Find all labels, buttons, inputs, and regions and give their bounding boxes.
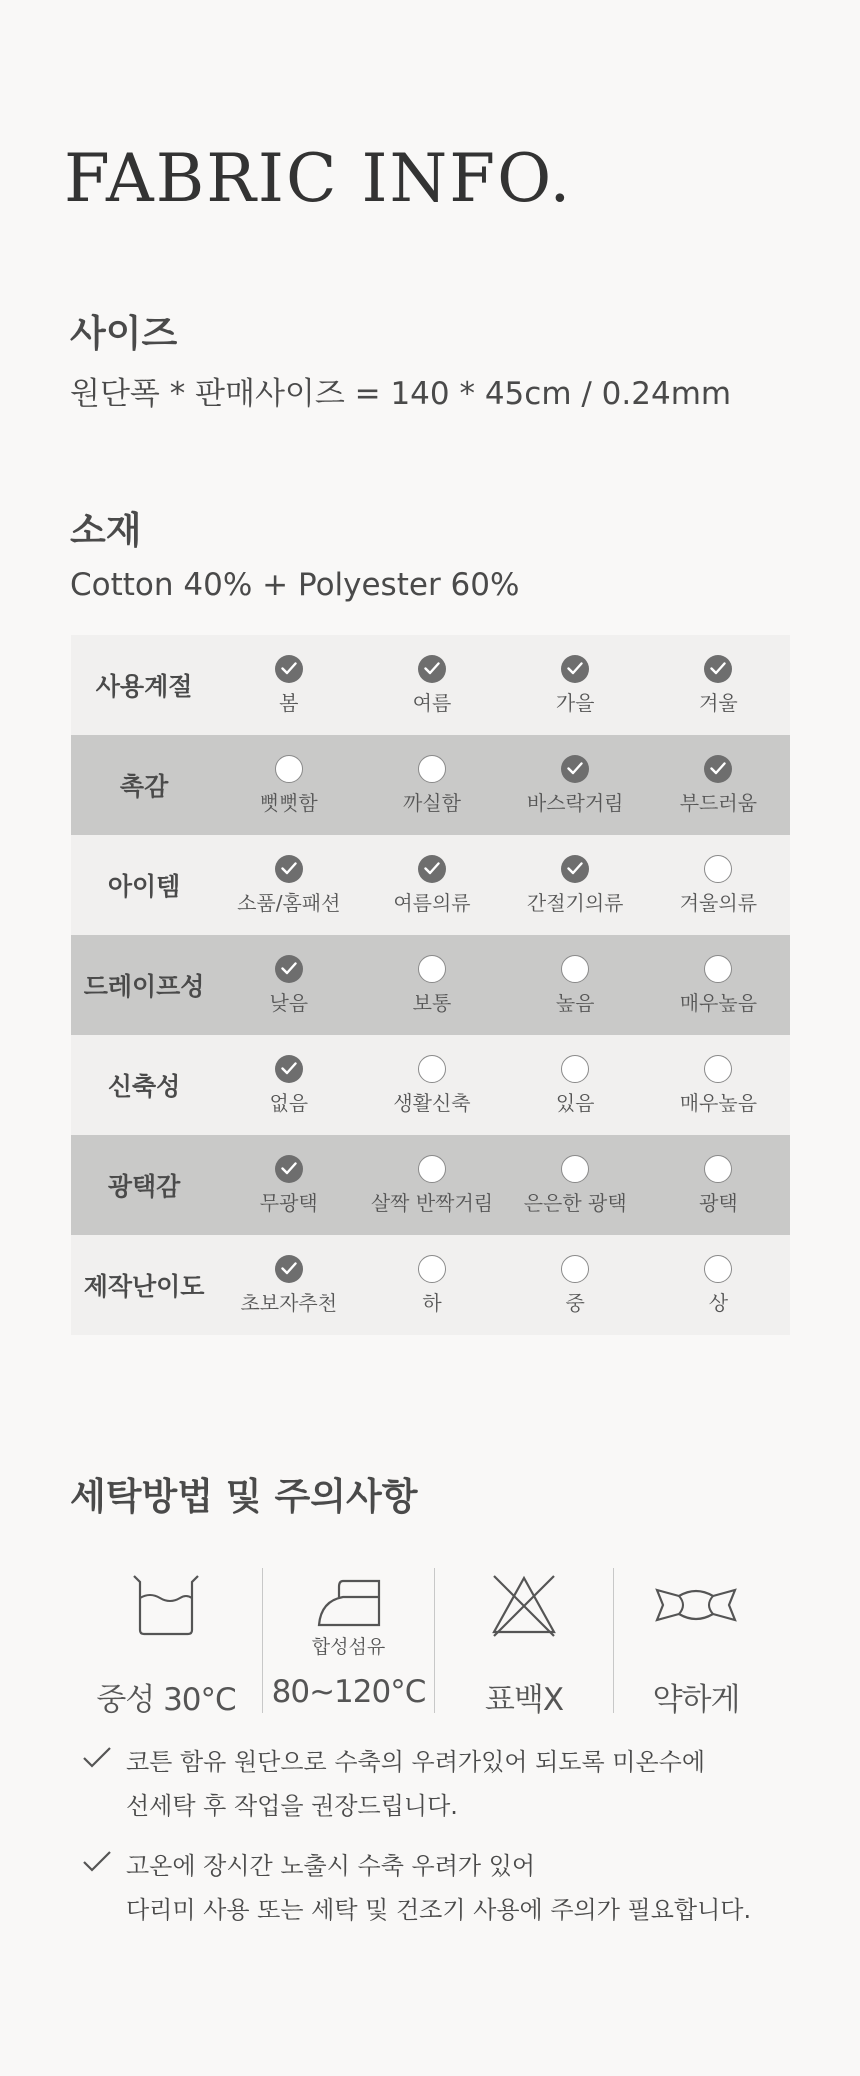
empty-circle-icon [561, 955, 589, 983]
attribute-option-label: 간절기의류 [526, 890, 624, 915]
checked-circle-icon [275, 1055, 303, 1083]
attribute-row [71, 735, 790, 835]
attribute-name: 촉감 [119, 772, 169, 801]
attribute-option [504, 935, 647, 1035]
attribute-option-label: 까실함 [402, 790, 461, 815]
care-title: 세탁방법 및 주의사항 [70, 1475, 418, 1518]
attribute-option-label: 살짝 반짝거림 [370, 1190, 494, 1215]
attribute-name: 드레이프성 [83, 972, 205, 1001]
page-title: FABRIC INFO. [64, 140, 573, 217]
care-note-line: 다리미 사용 또는 세탁 및 건조기 사용에 주의가 필요합니다. [126, 1896, 752, 1924]
empty-circle-icon [418, 955, 446, 983]
care-sub-iron: 합성섬유 [311, 1636, 386, 1658]
checked-circle-icon [418, 655, 446, 683]
care-item-wring [614, 1560, 778, 1720]
size-title: 사이즈 [70, 312, 178, 355]
care-label-wash: 중성 30°C [96, 1682, 236, 1718]
attribute-row [71, 1035, 790, 1135]
checked-circle-icon [561, 755, 589, 783]
attribute-option-label: 높음 [555, 990, 595, 1015]
attribute-row [71, 1235, 790, 1335]
care-note-line: 선세탁 후 작업을 권장드립니다. [126, 1792, 458, 1820]
checked-circle-icon [561, 855, 589, 883]
attribute-option-label: 초보자추천 [240, 1290, 338, 1315]
checked-circle-icon [275, 1155, 303, 1183]
material-title: 소재 [70, 509, 142, 552]
attribute-option [360, 735, 503, 835]
attribute-option [217, 1135, 360, 1235]
care-item-wash [70, 1560, 262, 1720]
empty-circle-icon [418, 755, 446, 783]
attribute-option-label: 상 [708, 1290, 729, 1315]
gentle-wring-icon [653, 1560, 739, 1650]
attribute-option [647, 1035, 790, 1135]
checked-circle-icon [275, 955, 303, 983]
attribute-option [217, 735, 360, 835]
attribute-option-label: 가을 [555, 690, 595, 715]
attribute-option [217, 1235, 360, 1335]
attribute-name: 광택감 [107, 1172, 181, 1201]
attribute-option [504, 1235, 647, 1335]
attribute-option [217, 935, 360, 1035]
attribute-option [360, 835, 503, 935]
empty-circle-icon [275, 755, 303, 783]
attribute-option-label: 있음 [555, 1090, 595, 1115]
attribute-option-label: 부드러움 [679, 790, 758, 815]
attribute-option-label: 중 [565, 1290, 585, 1315]
care-notes [82, 1740, 782, 1948]
empty-circle-icon [561, 1255, 589, 1283]
attribute-option [360, 935, 503, 1035]
empty-circle-icon [561, 1155, 589, 1183]
check-icon [82, 1844, 126, 1932]
empty-circle-icon [704, 1155, 732, 1183]
checked-circle-icon [561, 655, 589, 683]
care-label-iron: 80~120°C [271, 1674, 426, 1710]
attribute-option-label: 여름 [412, 690, 452, 715]
check-icon [82, 1740, 126, 1828]
attribute-option-label: 무광택 [259, 1190, 318, 1215]
attribute-option [647, 1135, 790, 1235]
empty-circle-icon [418, 1255, 446, 1283]
fabric-attribute-table [71, 635, 790, 1335]
attribute-name: 사용계절 [95, 672, 193, 701]
checked-circle-icon [275, 1255, 303, 1283]
attribute-option [360, 635, 503, 735]
attribute-option-label: 은은한 광택 [523, 1190, 627, 1215]
checked-circle-icon [275, 655, 303, 683]
attribute-option-label: 보통 [412, 990, 452, 1015]
attribute-option-label: 소품/홈패션 [237, 890, 341, 915]
attribute-option [647, 935, 790, 1035]
empty-circle-icon [418, 1055, 446, 1083]
material-text: Cotton 40% + Polyester 60% [70, 567, 520, 603]
checked-circle-icon [704, 655, 732, 683]
care-note [82, 1844, 782, 1932]
attribute-option [647, 835, 790, 935]
care-label-bleach: 표백X [484, 1682, 564, 1718]
attribute-option-label: 생활신축 [393, 1090, 471, 1115]
care-item-bleach [435, 1560, 613, 1720]
attribute-option-label: 매우높음 [679, 990, 758, 1015]
empty-circle-icon [704, 1055, 732, 1083]
checked-circle-icon [704, 755, 732, 783]
attribute-name: 신축성 [107, 1072, 181, 1101]
attribute-row [71, 1135, 790, 1235]
care-icons-row [70, 1560, 780, 1720]
attribute-option-label: 광택 [699, 1190, 738, 1215]
attribute-row [71, 835, 790, 935]
empty-circle-icon [561, 1055, 589, 1083]
attribute-option-label: 겨울 [699, 690, 738, 715]
care-note-line: 고온에 장시간 노출시 수축 우려가 있어 [126, 1852, 536, 1880]
attribute-option-label: 매우높음 [679, 1090, 758, 1115]
empty-circle-icon [704, 1255, 732, 1283]
attribute-option-label: 겨울의류 [679, 890, 758, 915]
care-note [82, 1740, 782, 1828]
attribute-option [217, 635, 360, 735]
attribute-option [360, 1135, 503, 1235]
attribute-option [504, 735, 647, 835]
attribute-option [360, 1235, 503, 1335]
attribute-option [504, 835, 647, 935]
checked-circle-icon [275, 855, 303, 883]
attribute-option-label: 없음 [269, 1090, 309, 1115]
no-bleach-icon [488, 1560, 560, 1650]
attribute-row [71, 935, 790, 1035]
attribute-option [360, 1035, 503, 1135]
care-item-iron [263, 1560, 434, 1720]
attribute-option-label: 뻣뻣함 [259, 790, 318, 815]
attribute-option-label: 여름의류 [393, 890, 471, 915]
attribute-option [504, 635, 647, 735]
attribute-name: 아이템 [107, 872, 181, 901]
empty-circle-icon [418, 1155, 446, 1183]
attribute-option-label: 낮음 [269, 990, 309, 1015]
empty-circle-icon [704, 855, 732, 883]
attribute-option [647, 635, 790, 735]
attribute-option-label: 하 [422, 1290, 442, 1315]
attribute-name: 제작난이도 [83, 1272, 205, 1301]
attribute-row [71, 635, 790, 735]
wash-tub-icon [130, 1560, 202, 1650]
attribute-option [217, 1035, 360, 1135]
attribute-option [504, 1035, 647, 1135]
care-label-wring: 약하게 [652, 1682, 740, 1718]
attribute-option-label: 바스락거림 [526, 790, 624, 815]
empty-circle-icon [704, 955, 732, 983]
attribute-option [504, 1135, 647, 1235]
attribute-option-label: 봄 [279, 690, 299, 715]
size-text: 원단폭 * 판매사이즈 = 140 * 45cm / 0.24mm [70, 376, 732, 412]
checked-circle-icon [418, 855, 446, 883]
attribute-option [217, 835, 360, 935]
attribute-option [647, 735, 790, 835]
attribute-option [647, 1235, 790, 1335]
care-note-line: 코튼 함유 원단으로 수축의 우려가있어 되도록 미온수에 [126, 1748, 706, 1776]
